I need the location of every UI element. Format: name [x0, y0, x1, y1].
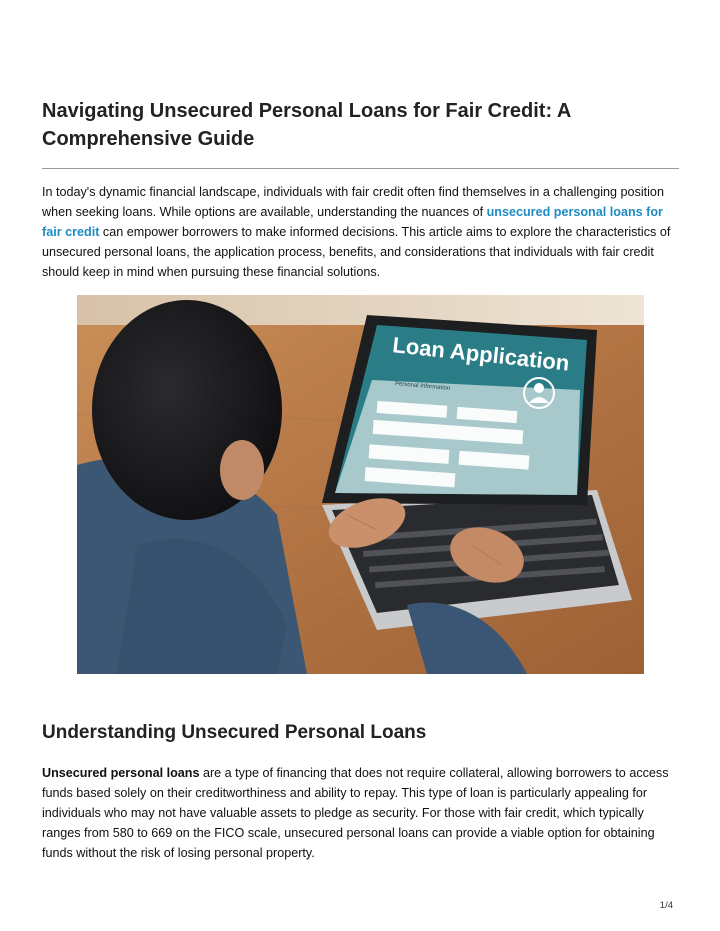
lead-term: Unsecured personal loans	[42, 766, 200, 780]
loan-application-photo	[77, 295, 644, 674]
screen-heading: Loan Application	[391, 332, 571, 376]
photo-illustration	[77, 295, 644, 674]
unsecured-loans-link[interactable]: unsecured personal loans for fair credit	[42, 205, 663, 239]
intro-text-before: In today's dynamic financial landscape, individuals with fair credit often find themselves in a challenging position when seeking loans. While options are available, understanding the nuances of	[42, 185, 664, 219]
intro-paragraph	[42, 182, 682, 282]
screen-subheading: Personal Information	[394, 381, 451, 392]
page-number: 1/4	[659, 900, 673, 911]
section-heading: Understanding Unsecured Personal Loans	[42, 722, 427, 743]
section-paragraph	[42, 763, 682, 863]
title-divider	[42, 168, 679, 169]
section-body-text: are a type of financing that does not require collateral, allowing borrowers to access funds based solely on their creditworthiness and ability to repay. This type of loan is particularly appealing for individuals who may not have valuable assets to pledge as security. For those with fair credit, which typically ranges from 580 to 669 on the FICO scale, unsecured personal loans can provide a viable option for obtaining funds without the risk of losing personal property.	[42, 766, 669, 860]
intro-text-after: can empower borrowers to make informed decisions. This article aims to explore the characteristics of unsecured personal loans, the application process, benefits, and considerations that individuals with fair credit should keep in mind when pursuing these financial solutions.	[42, 225, 671, 279]
page-title: Navigating Unsecured Personal Loans for Fair Credit: A Comprehensive Guide	[42, 100, 571, 150]
